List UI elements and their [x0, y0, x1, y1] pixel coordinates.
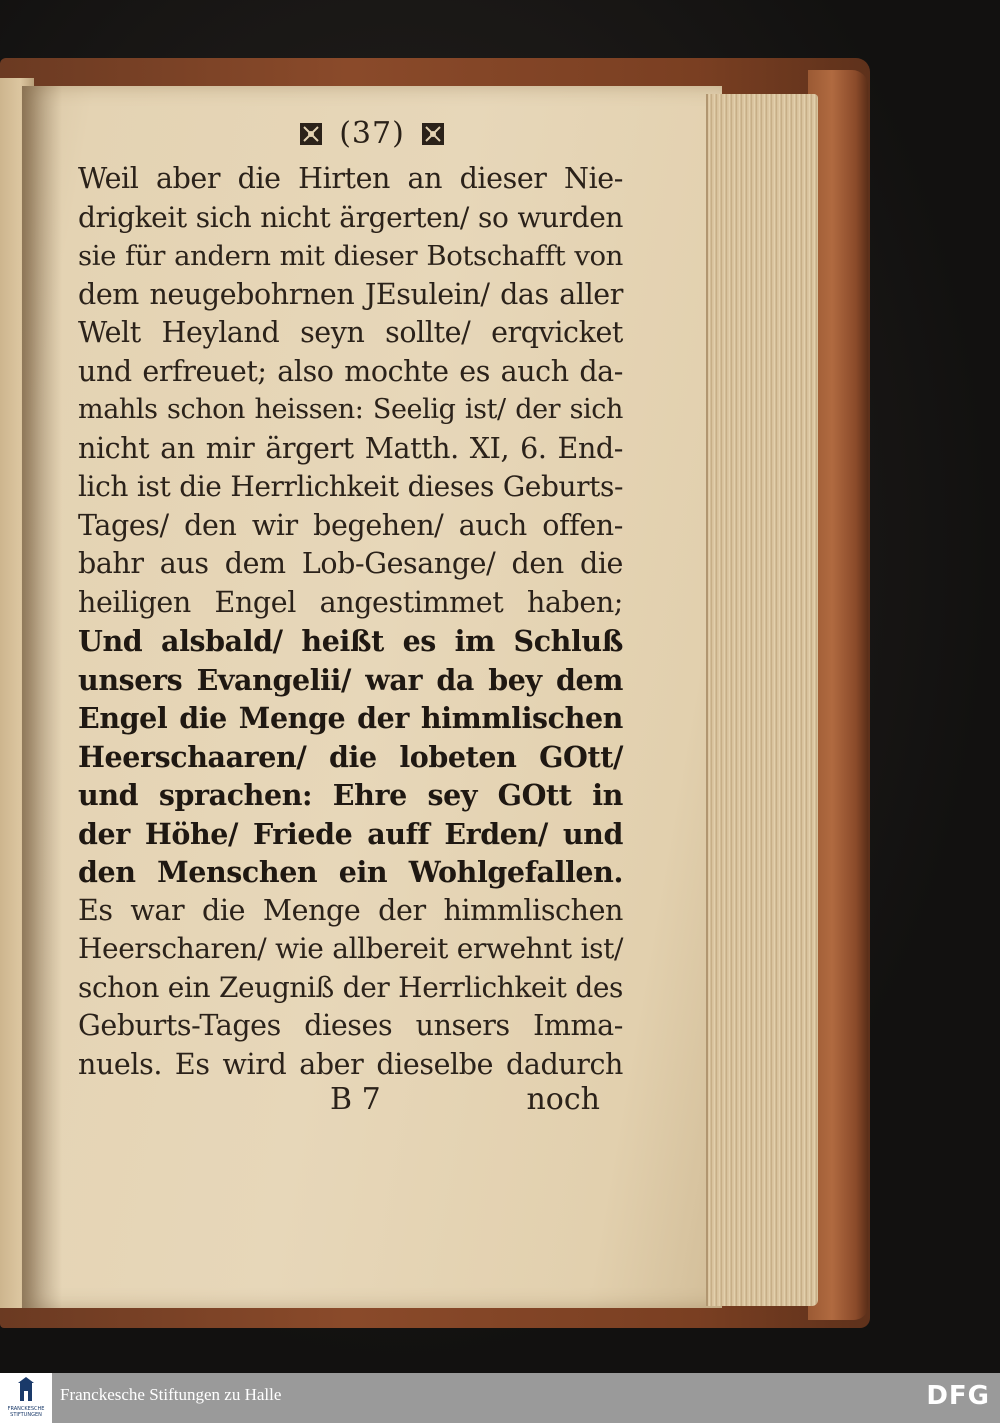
text-line: bahr aus dem Lob-Gesange/ den die — [78, 547, 623, 580]
ornament-left-icon — [298, 121, 324, 147]
text-line: nicht an mir ärgert Matth. XI, 6. End- — [78, 431, 623, 465]
dfg-logo: DFG — [926, 1381, 990, 1411]
footer-bar — [0, 1373, 1000, 1423]
text-line: Tages/ den wir begehen/ auch offen- — [78, 508, 623, 542]
logo-text: FRANCKESCHE STIFTUNGEN — [7, 1406, 45, 1418]
text-line: sie für andern mit dieser Botschafft von — [78, 240, 623, 272]
text-line: unsers Evangelii/ war da bey dem — [78, 662, 623, 697]
text-line: und erfreuet; also mochte es auch da- — [78, 354, 623, 388]
text-line: der Höhe/ Friede auff Erden/ und — [78, 816, 623, 851]
text-line: Welt Heyland seyn sollte/ erqvicket — [78, 316, 623, 349]
text-line: lich ist die Herrlichkeit dieses Geburts- — [78, 470, 623, 503]
building-logo-icon — [0, 1373, 52, 1407]
text-line: und sprachen: Ehre sey GOtt in — [78, 778, 623, 812]
signature-mark: B 7 — [330, 1082, 381, 1117]
catchword: noch — [526, 1082, 600, 1117]
text-line: Weil aber die Hirten an dieser Nie- — [78, 162, 623, 195]
text-line: heiligen Engel angestimmet haben; — [78, 585, 623, 619]
text-line: drigkeit sich nicht ärgerten/ so wurden — [78, 200, 623, 234]
institution-name: Franckesche Stiftungen zu Halle — [60, 1385, 282, 1404]
text-line: Geburts-Tages dieses unsers Imma- — [78, 1009, 623, 1042]
page-footer — [330, 1082, 600, 1122]
text-line: nuels. Es wird aber dieselbe dadurch — [78, 1047, 623, 1081]
text-line: mahls schon heissen: Seelig ist/ der sich — [78, 394, 623, 425]
text-line: Engel die Menge der himmlischen — [78, 701, 623, 735]
text-line: Es war die Menge der himmlischen — [78, 893, 623, 927]
page-header — [22, 116, 722, 156]
body-text — [78, 160, 623, 1084]
page-number: (37) — [339, 116, 405, 151]
text-line: Und alsbald/ heißt es im Schluß — [78, 624, 623, 658]
spine-shadow — [22, 86, 62, 1308]
text-line: dem neugebohrnen JEsulein/ das aller — [78, 277, 623, 311]
text-line: den Menschen ein Wohlgefallen. — [78, 855, 623, 889]
page-edges — [706, 94, 818, 1306]
ornament-right-icon — [420, 121, 446, 147]
institution-logo — [0, 1373, 52, 1423]
text-line: schon ein Zeugniß der Herrlichkeit des — [78, 970, 623, 1004]
text-line: Heerscharen/ wie allbereit erwehnt ist/ — [78, 932, 623, 965]
text-line: Heerschaaren/ die lobeten GOtt/ — [78, 739, 623, 774]
